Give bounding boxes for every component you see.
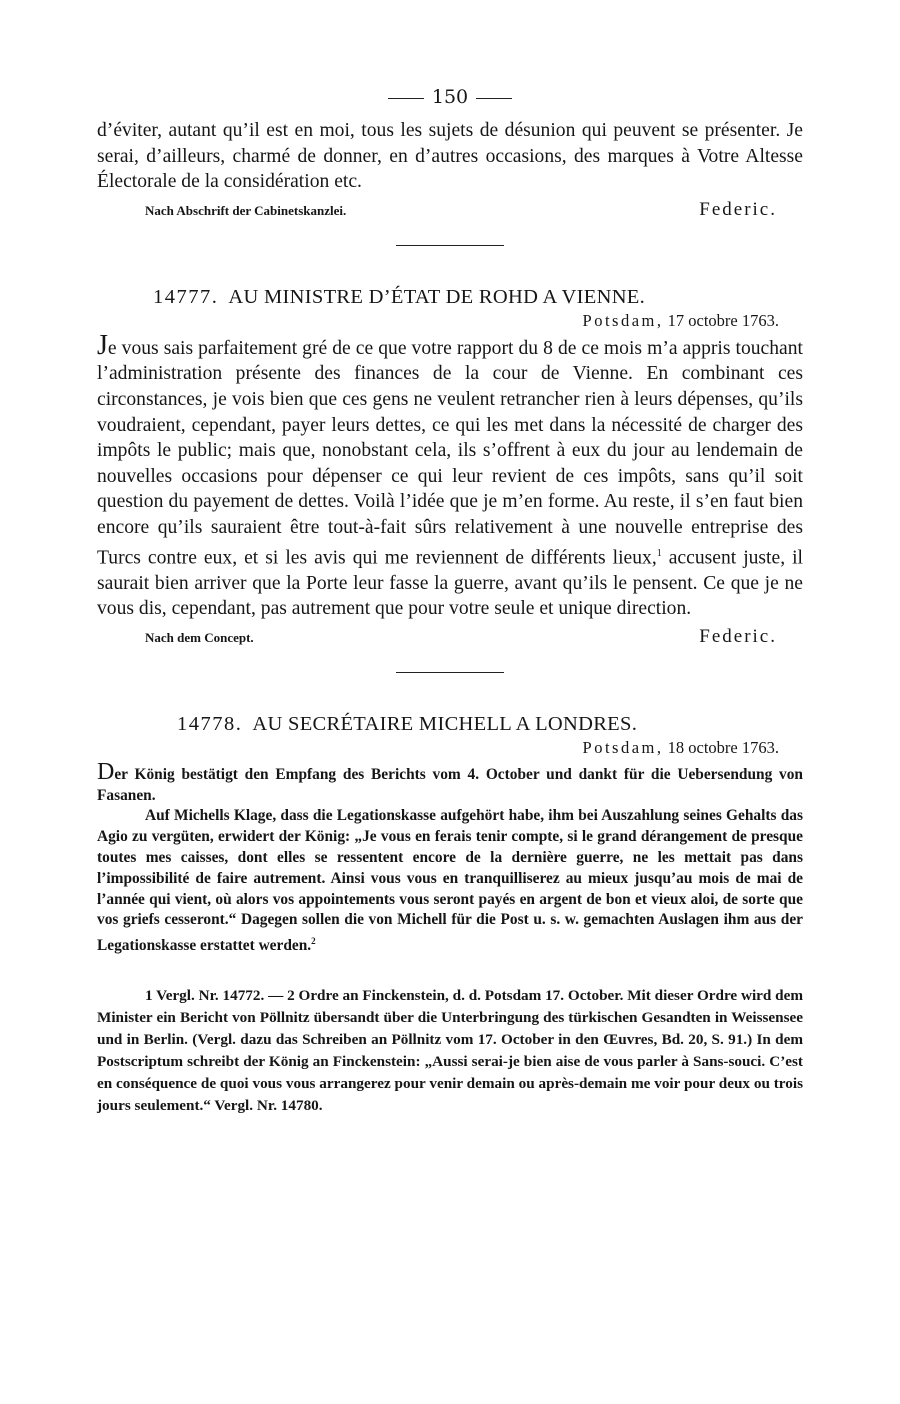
letter-text-continued: accusent juste, il saurait bien arriver que la Porte leur fasse la guerre, avant qu’ils le pensent. Ce que je ne vous dis, cependant, pas autrement que pour votre seule et unique direction. (97, 547, 803, 620)
section-separator (396, 672, 504, 673)
date-place: Potsdam, (582, 310, 664, 330)
page (97, 86, 803, 1117)
date: 17 octobre 1763. (667, 310, 779, 330)
letter-summary-14778 (97, 758, 803, 807)
letter-paragraph-14778 (97, 806, 803, 957)
section-separator (396, 245, 504, 246)
footnote-mark: 2 (287, 987, 295, 1005)
signature: Federic. (699, 198, 777, 220)
signature: Federic. (699, 625, 777, 647)
summary-text: er König bestätigt den Empfang des Berichts vom 4. October und dankt für die Uebersendung von Fasanen. (97, 765, 803, 804)
letter-text: e vous sais parfaitement gré de ce que votre rapport du 8 de ce mois m’a appris touchant l’administration présente des finances de la cour de Vienne. En combinant ces circonstances, je vois bien que ces gens ne veulent retrancher rien à leurs dépenses, qu’ils voudraient, cependant, payer leurs dettes, ce qui les met dans la nécessité de charger des impôts le public; mais que, nonobstant cela, ils s’offrent à eux du jour au lendemain de nouvelles occasions pour dépenser ce qui leur revient de ces impôts, sans qu’il soit question du payement de dettes. Voilà l’idée que je m’en forme. Au reste, il s’en faut bien encore qu’ils sauraient être tout-à-fait sûrs relativement à une nouvelle entreprise des Turcs contre eux, et si les avis qui me reviennent de différents lieux, (97, 337, 803, 569)
letter-dateline (97, 311, 803, 331)
header-rule-right (476, 98, 512, 99)
paragraph-text: Auf Michells Klage, dass die Legationskasse aufgehört habe, ihm bei Auszahlung seines Gehalts das Agio zu vergüten, erwidert der König: „Je vous en ferais tenir compte, si le grand dérangement de presque toutes mes caisses, dont elles se ressentent encore de la dernière guerre, ne les mettait pas dans l’impossibilité de faire autrement. Ainsi vous vous en tranquilliserez au mieux jusqu’au mois de mai de l’année qui vient, où alors vos appointements vous seront payés en argent de bon et vieux aloi, de sorte que vos griefs cesseront.“ Dagegen sollen die von Michell für die Post u. s. w. gemachten Auslagen ihm aus der Legationskasse erstattet werden. (97, 807, 803, 955)
footnotes (97, 985, 803, 1117)
letter-title: AU MINISTRE D’ÉTAT DE ROHD A VIENNE. (228, 285, 646, 308)
letter-body-14777 (97, 329, 803, 622)
page-header (97, 86, 803, 108)
letter-title: AU SECRÉTAIRE MICHELL A LONDRES. (252, 712, 638, 735)
initial-letter: J (97, 329, 108, 361)
letter-number: 14777. (153, 285, 219, 308)
page-number: 150 (431, 86, 469, 108)
footnote-ref: 2 (311, 936, 316, 947)
source-note: Nach dem Concept. (145, 629, 254, 645)
letter-heading-14778 (177, 713, 803, 736)
footnote-ref: 1 (656, 547, 662, 559)
source-note: Nach Abschrift der Cabinetskanzlei. (145, 202, 347, 218)
initial-letter: D (97, 758, 115, 785)
letter-heading-14777 (153, 286, 803, 309)
footnote-1: Vergl. Nr. 14772. — (156, 987, 284, 1005)
date-place: Potsdam, (582, 737, 664, 757)
header-rule-left (388, 98, 424, 99)
continued-letter-text: d’éviter, autant qu’il est en moi, tous les sujets de désunion qui peuvent se présenter. Je serai, d’ailleurs, charmé de donner, en d’autres occasions, des marques à Votre Altesse Électorale de la considération etc. (97, 120, 803, 193)
date: 18 octobre 1763. (667, 737, 779, 757)
footnote-mark: 1 (145, 987, 153, 1005)
letter-number: 14778. (177, 712, 243, 735)
footnote-text (97, 985, 803, 1117)
source-row-1 (97, 199, 803, 221)
footnote-2: Ordre an Finckenstein, d. d. Potsdam 17. October. Mit dieser Ordre wird dem Minister ein Bericht von Pöllnitz übersandt über die Unterbringung des türkischen Gesandten in Weissensee und in Berlin. (Vergl. dazu das Schreiben an Pöllnitz vom 17. October in den Œuvres, Bd. 20, S. 91.) In dem Postscriptum schreibt der König an Finckenstein: „Aussi serai-je bien aise de vous parler à Sans-souci. C’est en conséquence de quoi vous vous arrangerez pour venir demain ou après-demain me voir pour deux ou trois jours seulement.“ Vergl. Nr. 14780. (97, 987, 804, 1115)
source-row-2 (97, 626, 803, 648)
letter-dateline (97, 738, 803, 758)
